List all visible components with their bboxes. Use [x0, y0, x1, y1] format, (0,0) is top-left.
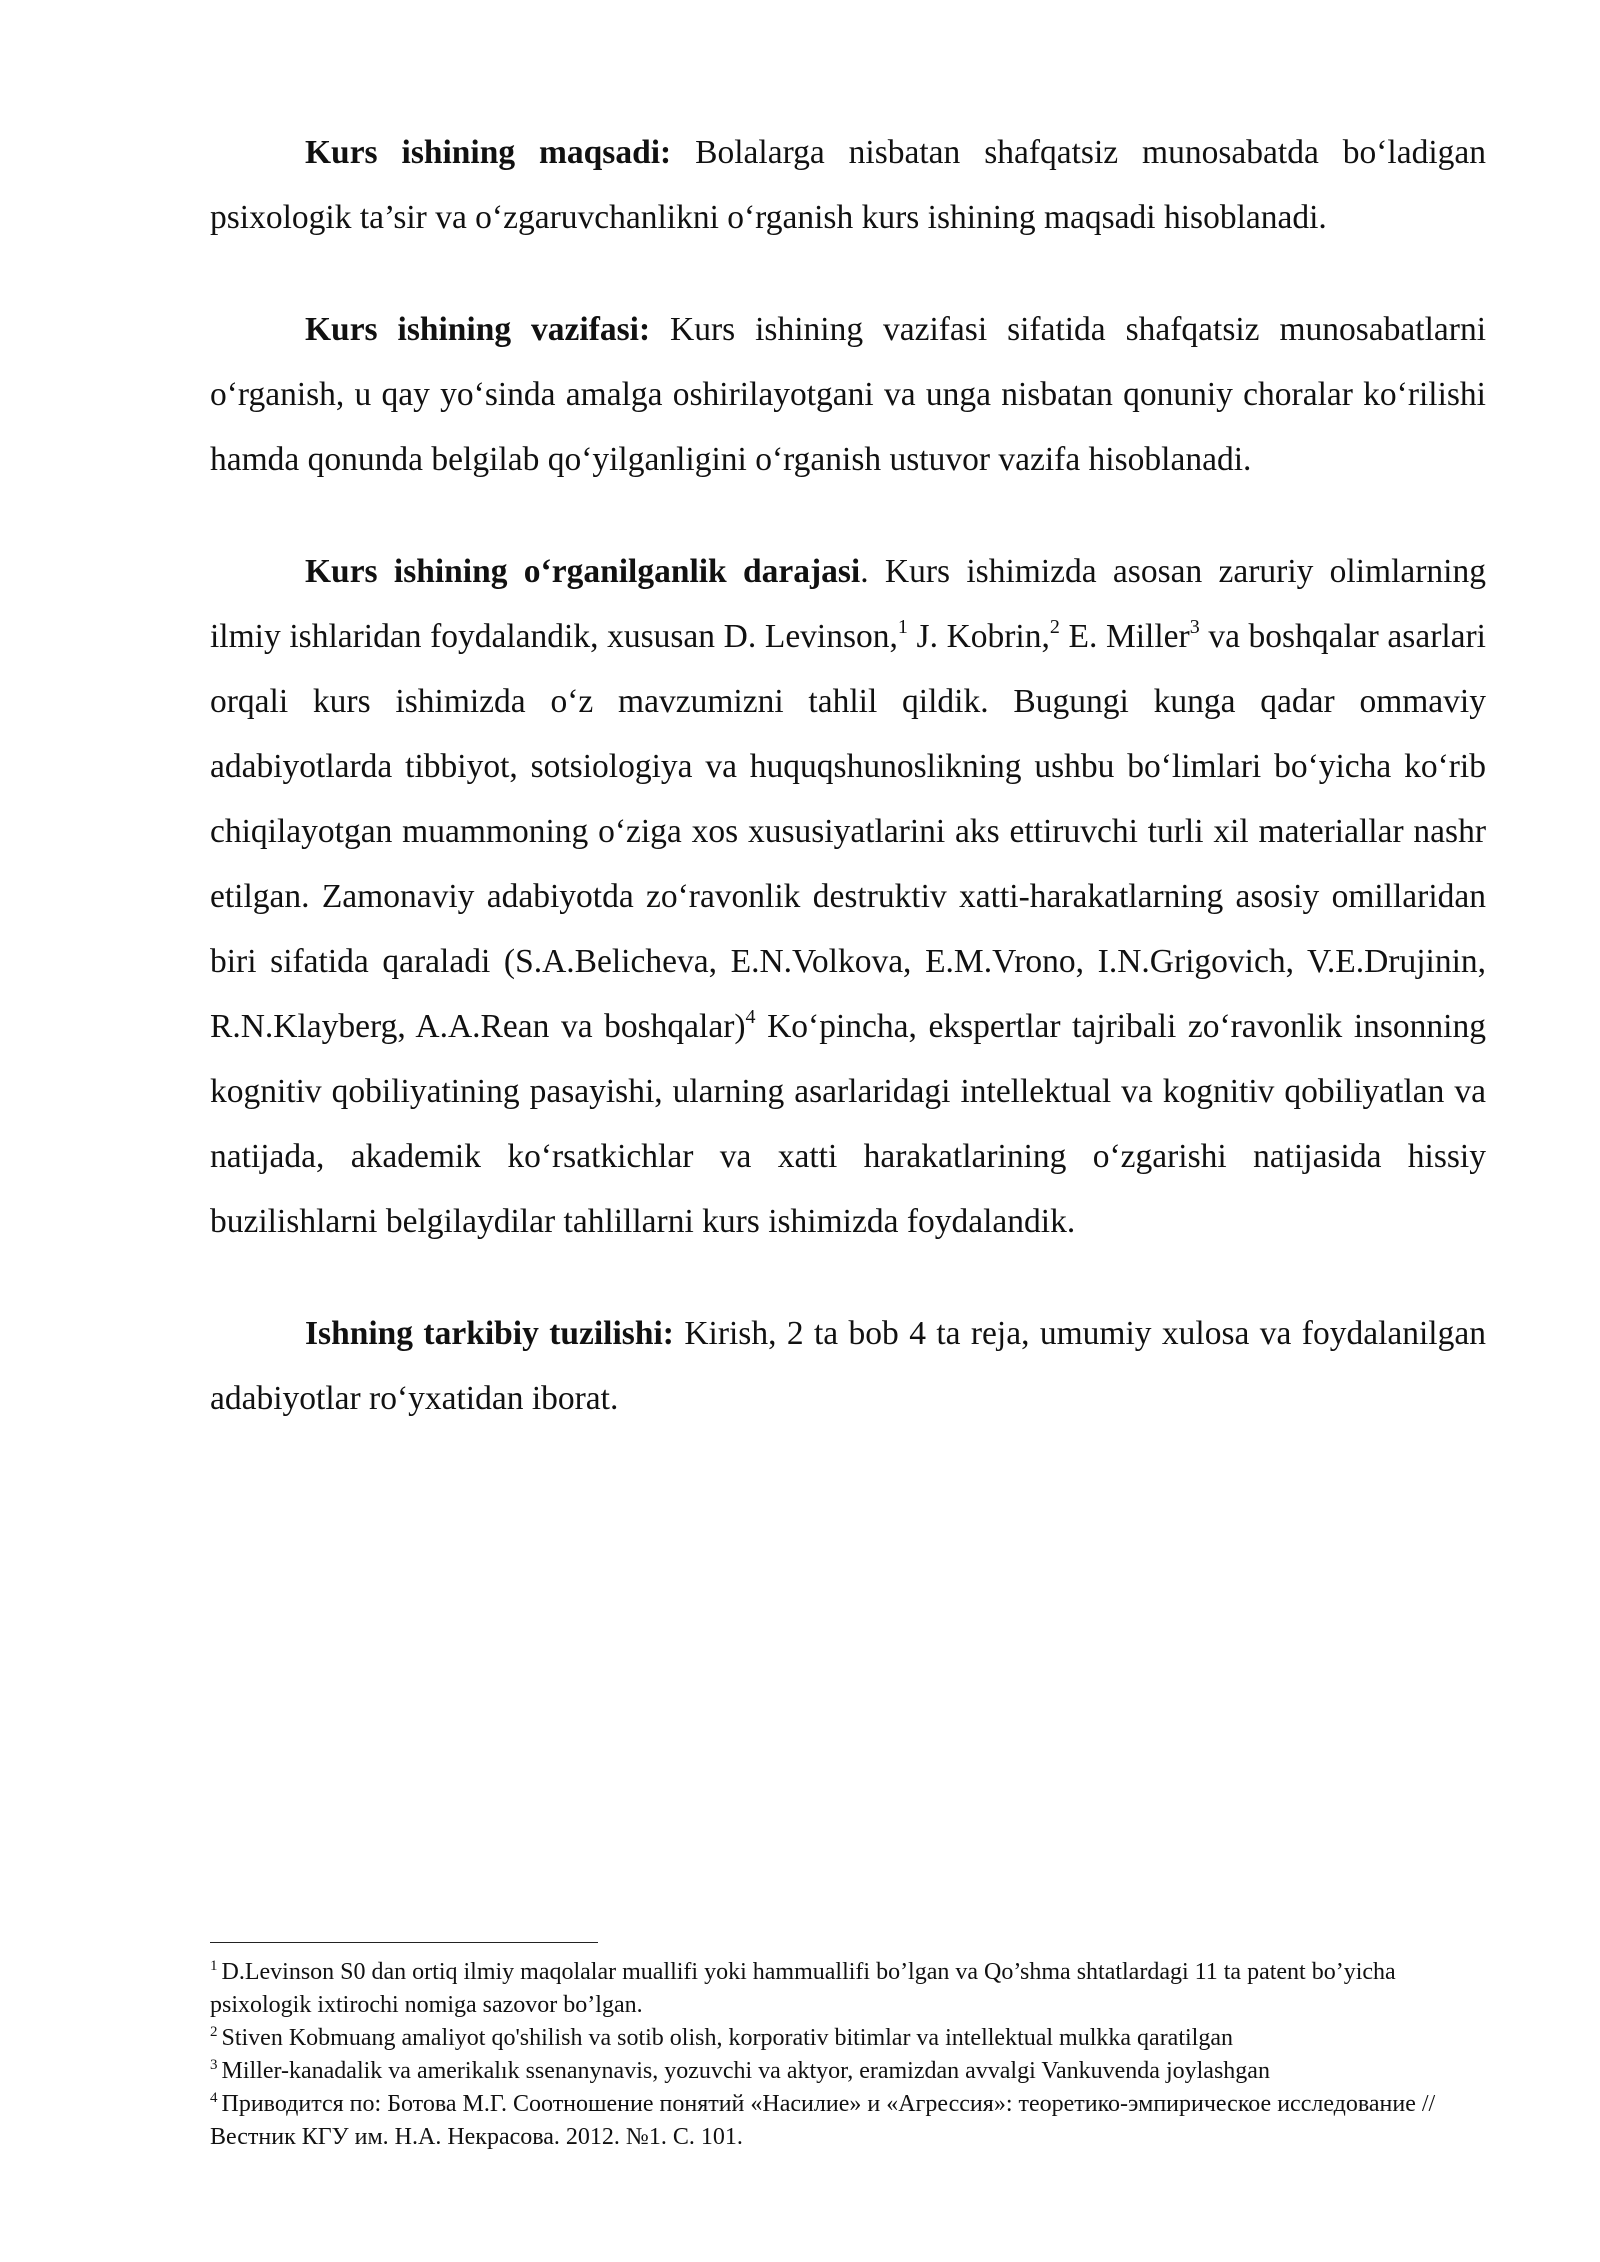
- footnote-separator: [210, 1942, 598, 1943]
- structure-text: Kirish, 2 ta bob 4 ta reja, umumiy xulosa va foydalanilgan adabiyotlar ro‘yxatidan iborat.: [210, 1315, 1486, 1417]
- study-paragraph: [210, 539, 1486, 1254]
- footnote-2: [210, 2022, 1486, 2055]
- task-paragraph: [210, 297, 1486, 492]
- footnote-text-2: Stiven Kobmuang amaliyot qo'shilish va sotib olish, korporativ bitimlar va intellektual mulkka qaratilgan: [221, 2025, 1233, 2051]
- footnote-text-1: D.Levinson S0 dan ortiq ilmiy maqolalar muallifi yoki hammuallifi bo’lgan va Qo’shma shtatlardagi 11 ta patent bo’yicha psixologik ixtirochi nomiga sazovor bo’lgan.: [210, 1959, 1396, 2018]
- study-text-5: Ko‘pincha, ekspertlar tajribali zo‘ravonlik insonning kognitiv qobiliyatining pasayishi, ularning asarlaridagi intellektual va kognitiv qobiliyatlan va natijada, akademik ko‘rsatkichlar va xatti harakatlarining o‘zgarishi natijasida hissiy buzilishlarni belgilaydilar tahlillarni kurs ishimizda foydalandik.: [210, 1008, 1486, 1240]
- footnote-text-3: Miller-kanadalik va amerikalık ssenanynavis, yozuvchi va aktyor, eramizdan avvalgi Vankuvenda joylashgan: [221, 2058, 1270, 2084]
- study-text-3: E. Miller: [1059, 618, 1190, 655]
- study-text-4: va boshqalar asarlari orqali kurs ishimizda o‘z mavzumizni tahlil qildik. Bugungi kunga qadar ommaviy adabiyotlarda tibbiyot, sotsiologiya va huquqshunoslikning ushbu bo‘limlari bo‘yicha ko‘rib chiqilayotgan muammoning o‘ziga xos xususiyatlarini aks ettiruvchi turli xil materiallar nashr etilgan. Zamonaviy adabiyotda zo‘ravonlik destruktiv xatti-harakatlarning asosiy omillaridan biri sifatida qaraladi (S.A.Belicheva, E.N.Volkova, E.M.Vrono, I.N.Grigovich, V.E.Drujinin, R.N.Klayberg, A.A.Rean va boshqalar): [210, 618, 1486, 1045]
- footnote-number-2: 2: [210, 2024, 218, 2040]
- study-text-1: . Kurs ishimizda asosan zaruriy olimlarning ilmiy ishlaridan foydalandik, xususan D. Levinson,: [210, 553, 1486, 655]
- document-body: [210, 120, 1486, 1431]
- footnote-number-3: 3: [210, 2057, 218, 2073]
- goal-heading: Kurs ishining maqsadi:: [305, 134, 672, 171]
- footnote-number-4: 4: [210, 2090, 218, 2106]
- study-text-2: J. Kobrin,: [907, 618, 1050, 655]
- footnote-3: [210, 2055, 1486, 2088]
- task-heading: Kurs ishining vazifasi:: [305, 311, 651, 348]
- footnote-ref-4[interactable]: 4: [745, 1006, 756, 1028]
- goal-paragraph: [210, 120, 1486, 250]
- goal-text: Bolalarga nisbatan shafqatsiz munosabatda bo‘ladigan psixologik ta’sir va o‘zgaruvchanlikni o‘rganish kurs ishining maqsadi hisoblanadi.: [210, 134, 1486, 236]
- footnote-number-1: 1: [210, 1958, 218, 1974]
- structure-paragraph: [210, 1301, 1486, 1431]
- footnote-1: [210, 1956, 1486, 2022]
- footnote-4: [210, 2088, 1486, 2154]
- task-text: Kurs ishining vazifasi sifatida shafqatsiz munosabatlarni o‘rganish, u qay yo‘sinda amalga oshirilayotgani va unga nisbatan qonuniy choralar ko‘rilishi hamda qonunda belgilab qo‘yilganligini o‘rganish ustuvor vazifa hisoblanadi.: [210, 311, 1486, 478]
- footnotes: [210, 1956, 1486, 2154]
- footnote-ref-2[interactable]: 2: [1049, 616, 1060, 638]
- structure-heading: Ishning tarkibiy tuzilishi:: [305, 1315, 674, 1352]
- footnote-ref-3[interactable]: 3: [1189, 616, 1200, 638]
- footnote-text-4: Приводится по: Ботова М.Г. Соотношение понятий «Насилие» и «Агрессия»: теоретико-эмпирическое исследование // Вестник КГУ им. Н.А. Некрасова. 2012. №1. С. 101.: [210, 2091, 1436, 2150]
- footnote-ref-1[interactable]: 1: [897, 616, 908, 638]
- study-heading: Kurs ishining o‘rganilganlik darajasi: [305, 553, 861, 590]
